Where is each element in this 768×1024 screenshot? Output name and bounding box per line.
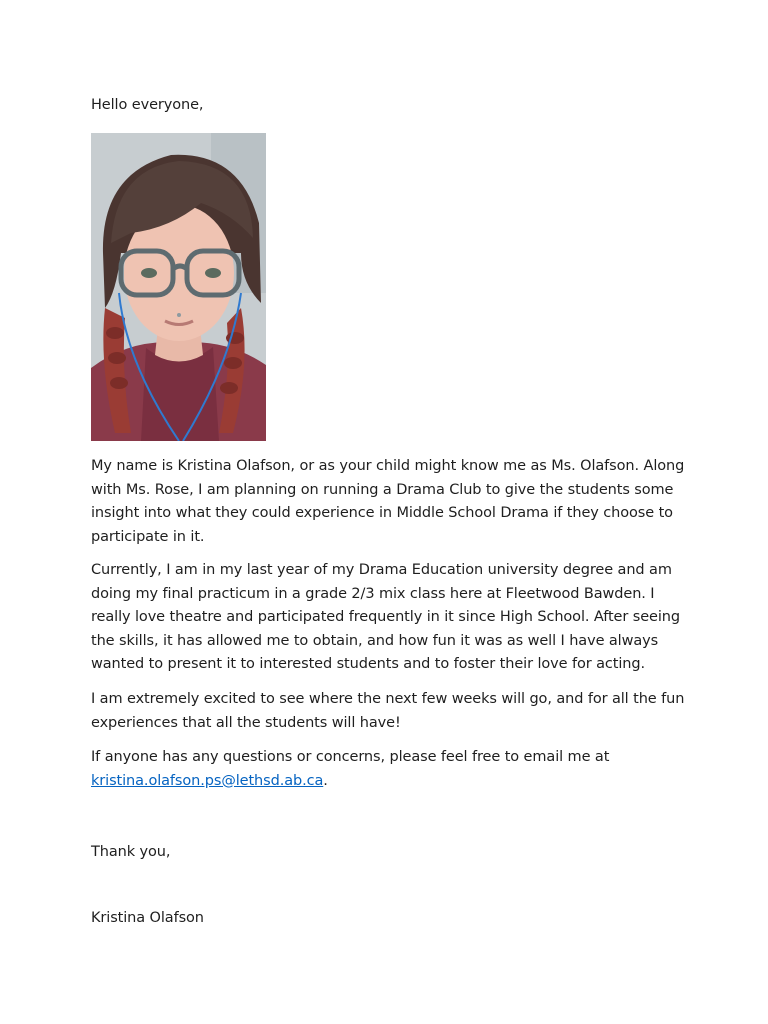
contact-period: . (323, 772, 328, 789)
paragraph-introduction: My name is Kristina Olafson, or as your child might know me as Ms. Olafson. Along with Ms. Rose, I am planning on running a Drama Club to give the students some insight into what they could experience in Middle School Drama if they choose to participate in it. (91, 458, 685, 545)
portrait-photo (91, 133, 266, 441)
paragraph-contact (91, 746, 691, 793)
paragraph-background: Currently, I am in my last year of my Drama Education university degree and am doing my final practicum in a grade 2/3 mix class here at Fleetwood Bawden. I really love theatre and participated frequently in it since High School. After seeing the skills, it has allowed me to obtain, and how fun it was as well I have always wanted to present it to interested students and to foster their love for acting. (91, 562, 680, 672)
paragraph-excitement: I am extremely excited to see where the next few weeks will go, and for all the fun experiences that all the students will have! (91, 691, 685, 731)
signature: Kristina Olafson (91, 910, 204, 926)
email-link[interactable]: kristina.olafson.ps@lethsd.ab.ca (91, 772, 324, 789)
greeting: Hello everyone, (91, 97, 204, 113)
closing: Thank you, (91, 844, 171, 860)
portrait-illustration (91, 133, 266, 441)
contact-text: If anyone has any questions or concerns, please feel free to email me at (91, 749, 610, 765)
